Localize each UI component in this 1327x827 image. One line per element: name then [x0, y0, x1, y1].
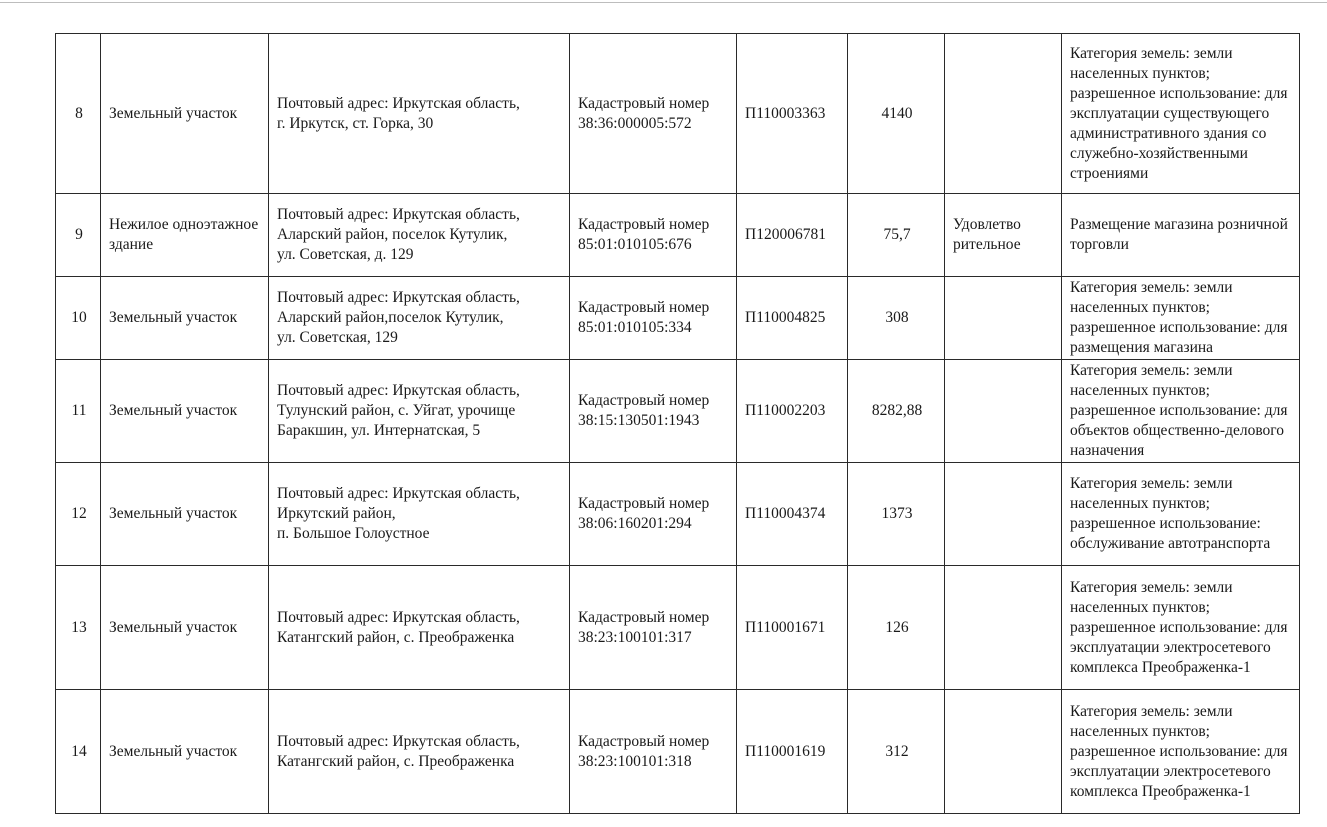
- cadastral-number: Кадастровый номер 38:36:000005:572: [570, 34, 737, 194]
- table-row: [56, 277, 1300, 360]
- area-value: 308: [848, 277, 945, 360]
- registry-number: П110004374: [737, 463, 848, 566]
- postal-address: Почтовый адрес: Иркутская область, Иркутский район, п. Большое Голоустное: [269, 463, 570, 566]
- object-type: Земельный участок: [101, 566, 269, 690]
- area-value: 126: [848, 566, 945, 690]
- cadastral-number: Кадастровый номер 85:01:010105:334: [570, 277, 737, 360]
- row-number: 8: [56, 34, 101, 194]
- object-type: Земельный участок: [101, 360, 269, 463]
- area-value: 312: [848, 690, 945, 814]
- row-number: 14: [56, 690, 101, 814]
- area-value: 1373: [848, 463, 945, 566]
- postal-address: Почтовый адрес: Иркутская область, Катангский район, с. Преображенка: [269, 566, 570, 690]
- row-number: 9: [56, 194, 101, 277]
- registry-number: П110003363: [737, 34, 848, 194]
- land-purpose: Категория земель: земли населенных пунктов; разрешенное использование: для эксплуатации существующего административного здания со служебно-хозяйственными строениями: [1062, 34, 1300, 194]
- table-row: [56, 566, 1300, 690]
- table-row: [56, 360, 1300, 463]
- condition-cell: [945, 360, 1062, 463]
- area-value: 75,7: [848, 194, 945, 277]
- table-row: [56, 690, 1300, 814]
- cadastral-number: Кадастровый номер 38:15:130501:1943: [570, 360, 737, 463]
- condition-cell: [945, 34, 1062, 194]
- condition-cell: [945, 566, 1062, 690]
- object-type: Нежилое одноэтажное здание: [101, 194, 269, 277]
- row-number: 13: [56, 566, 101, 690]
- postal-address: Почтовый адрес: Иркутская область, г. Иркутск, ст. Горка, 30: [269, 34, 570, 194]
- postal-address: Почтовый адрес: Иркутская область, Аларский район,поселок Кутулик, ул. Советская, 129: [269, 277, 570, 360]
- object-type: Земельный участок: [101, 34, 269, 194]
- cadastral-number: Кадастровый номер 85:01:010105:676: [570, 194, 737, 277]
- object-type: Земельный участок: [101, 690, 269, 814]
- registry-number: П110001671: [737, 566, 848, 690]
- registry-number: П110001619: [737, 690, 848, 814]
- land-purpose: Категория земель: земли населенных пунктов; разрешенное использование: для объектов общественно-делового назначения: [1062, 360, 1300, 463]
- registry-number: П120006781: [737, 194, 848, 277]
- postal-address: Почтовый адрес: Иркутская область, Катангский район, с. Преображенка: [269, 690, 570, 814]
- land-purpose: Категория земель: земли населенных пунктов; разрешенное использование: для эксплуатации электросетевого комплекса Преображенка-1: [1062, 690, 1300, 814]
- condition-cell: [945, 463, 1062, 566]
- land-purpose: Категория земель: земли населенных пунктов; разрешенное использование: для эксплуатации электросетевого комплекса Преображенка-1: [1062, 566, 1300, 690]
- row-number: 10: [56, 277, 101, 360]
- table-row: [56, 194, 1300, 277]
- registry-number: П110002203: [737, 360, 848, 463]
- page-top-rule: [0, 2, 1327, 3]
- land-purpose: Категория земель: земли населенных пунктов; разрешенное использование: для размещения магазина: [1062, 277, 1300, 360]
- row-number: 11: [56, 360, 101, 463]
- row-number: 12: [56, 463, 101, 566]
- object-type: Земельный участок: [101, 277, 269, 360]
- property-registry-table: [55, 33, 1300, 814]
- cadastral-number: Кадастровый номер 38:23:100101:318: [570, 690, 737, 814]
- area-value: 4140: [848, 34, 945, 194]
- condition-cell: [945, 690, 1062, 814]
- condition-cell: Удовлетво рительное: [945, 194, 1062, 277]
- table-row: [56, 34, 1300, 194]
- object-type: Земельный участок: [101, 463, 269, 566]
- postal-address: Почтовый адрес: Иркутская область, Аларский район, поселок Кутулик, ул. Советская, д. 129: [269, 194, 570, 277]
- land-purpose: Категория земель: земли населенных пунктов; разрешенное использование: обслуживание автотранспорта: [1062, 463, 1300, 566]
- cadastral-number: Кадастровый номер 38:06:160201:294: [570, 463, 737, 566]
- registry-number: П110004825: [737, 277, 848, 360]
- area-value: 8282,88: [848, 360, 945, 463]
- condition-cell: [945, 277, 1062, 360]
- cadastral-number: Кадастровый номер 38:23:100101:317: [570, 566, 737, 690]
- postal-address: Почтовый адрес: Иркутская область, Тулунский район, с. Уйгат, урочище Баракшин, ул. Интернатская, 5: [269, 360, 570, 463]
- table-row: [56, 463, 1300, 566]
- land-purpose: Размещение магазина розничной торговли: [1062, 194, 1300, 277]
